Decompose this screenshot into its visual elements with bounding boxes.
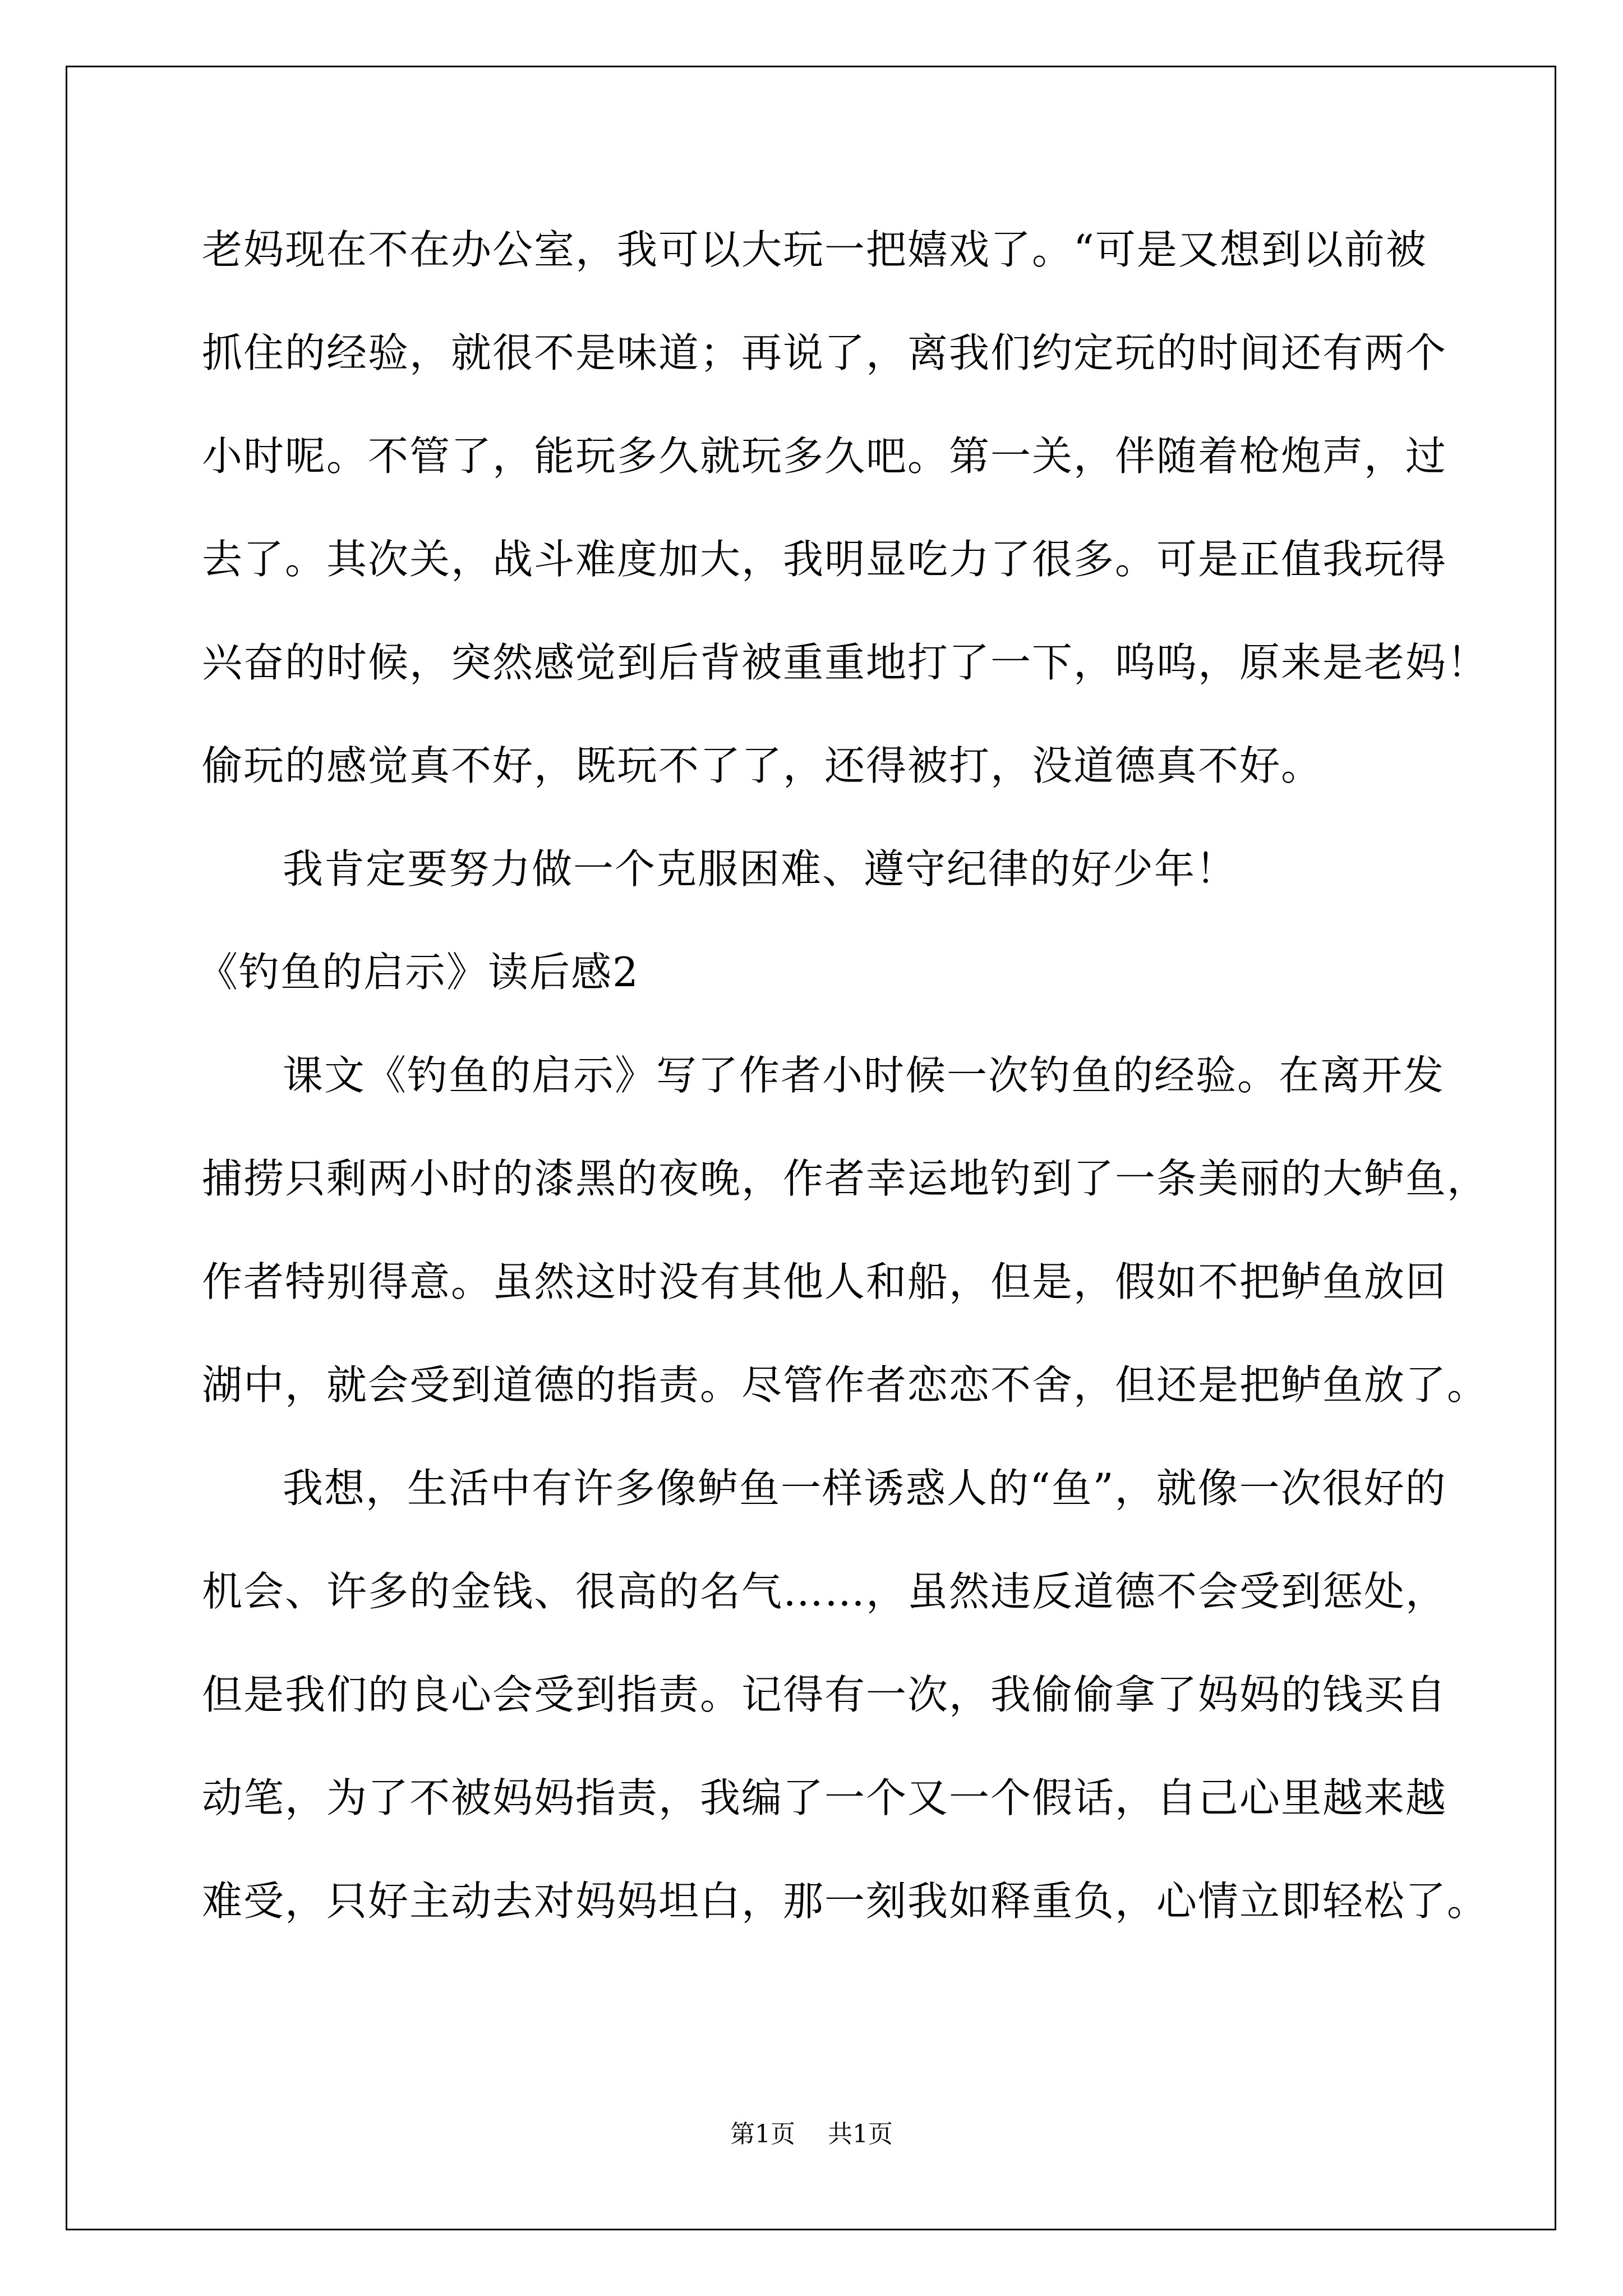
text-line: 捕捞只剩两小时的漆黑的夜晚，作者幸运地钓到了一条美丽的大鲈鱼， bbox=[202, 1155, 1489, 1202]
text-line: 但是我们的良心会受到指责。记得有一次，我偷偷拿了妈妈的钱买自 bbox=[202, 1671, 1447, 1718]
text-line: 动笔，为了不被妈妈指责，我编了一个又一个假话，自己心里越来越 bbox=[202, 1774, 1447, 1821]
text-line: 老妈现在不在办公室，我可以大玩一把嬉戏了。“可是又想到以前被 bbox=[202, 226, 1427, 273]
page-total: 共1页 bbox=[828, 2120, 893, 2148]
text-line: 我肯定要努力做一个克服困难、遵守纪律的好少年！ bbox=[283, 845, 1238, 892]
text-line: 去了。其次关，战斗难度加大，我明显吃力了很多。可是正值我玩得 bbox=[202, 536, 1447, 583]
text-line: 我想，生活中有许多像鲈鱼一样诱惑人的“鱼”，就像一次很好的 bbox=[283, 1465, 1447, 1512]
text-line: 抓住的经验，就很不是味道；再说了，离我们约定玩的时间还有两个 bbox=[202, 329, 1447, 376]
text-line: 偷玩的感觉真不好，既玩不了了，还得被打，没道德真不好。 bbox=[202, 742, 1323, 789]
page-number: 第1页 bbox=[730, 2120, 795, 2148]
page-footer bbox=[0, 2118, 1623, 2151]
text-line: 课文《钓鱼的启示》写了作者小时候一次钓鱼的经验。在离开发 bbox=[283, 1052, 1445, 1099]
text-line: 难受，只好主动去对妈妈坦白，那一刻我如释重负，心情立即轻松了。 bbox=[202, 1878, 1489, 1925]
text-line: 兴奋的时候，突然感觉到后背被重重地打了一下，呜呜，原来是老妈！ bbox=[202, 639, 1489, 686]
text-line: 小时呢。不管了，能玩多久就玩多久吧。第一关，伴随着枪炮声，过 bbox=[202, 432, 1447, 480]
text-line: 湖中，就会受到道德的指责。尽管作者恋恋不舍，但还是把鲈鱼放了。 bbox=[202, 1361, 1489, 1409]
text-line: 作者特别得意。虽然这时没有其他人和船，但是，假如不把鲈鱼放回 bbox=[202, 1258, 1447, 1305]
text-line: 机会、许多的金钱、很高的名气……，虽然违反道德不会受到惩处， bbox=[202, 1568, 1447, 1615]
section-heading: 《钓鱼的启示》读后感2 bbox=[197, 949, 639, 996]
